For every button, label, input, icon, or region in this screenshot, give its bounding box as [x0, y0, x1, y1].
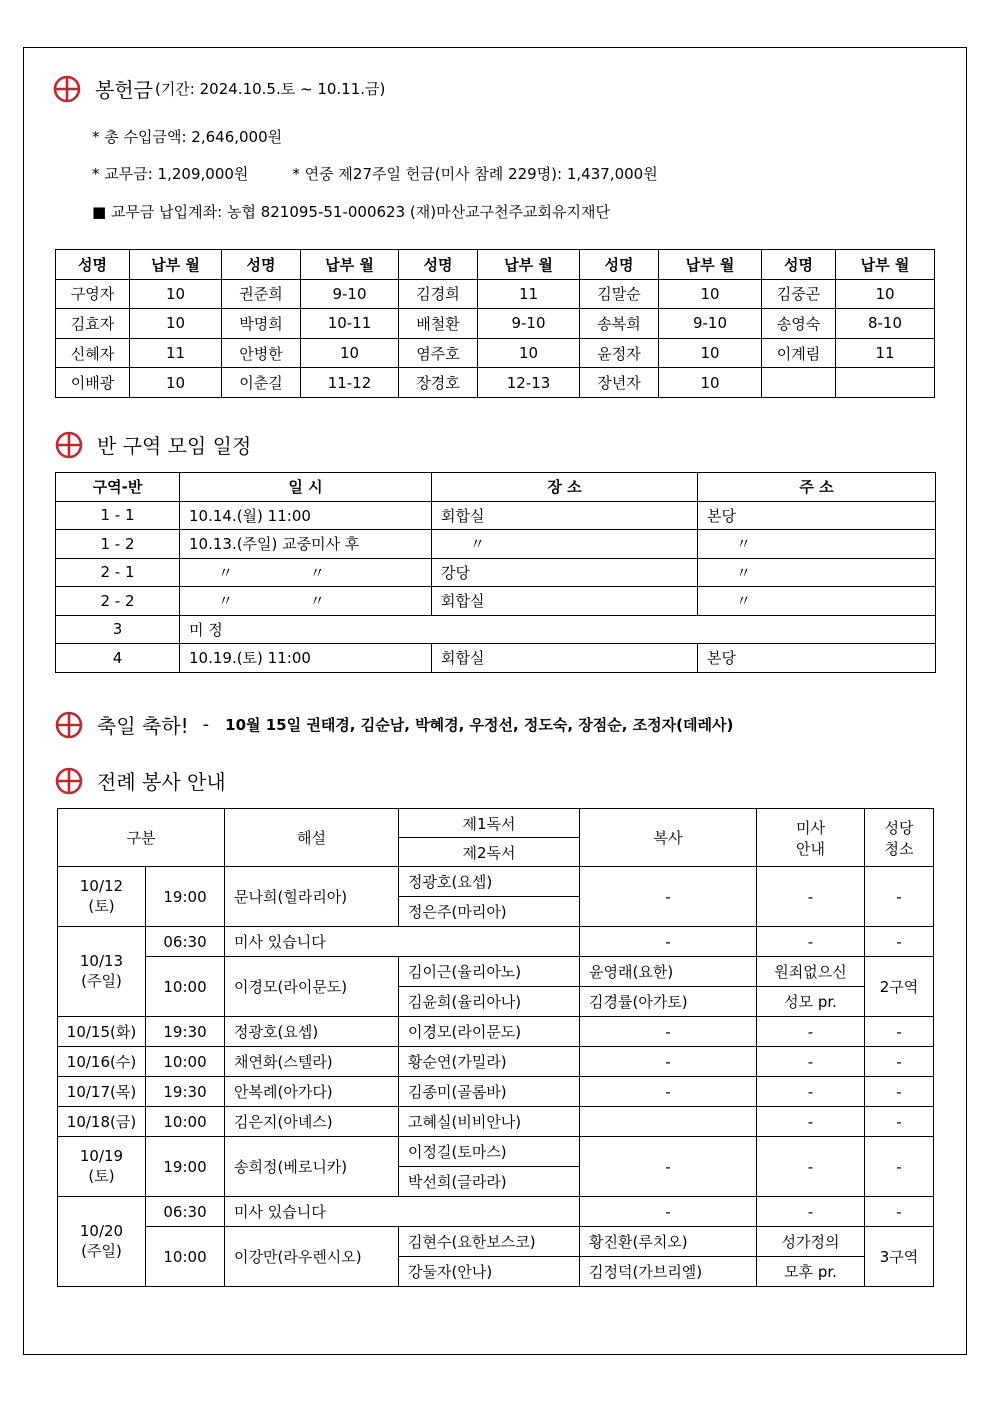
date-cell	[58, 1137, 146, 1197]
payment-month: 11	[836, 338, 935, 368]
cleaning-cell: -	[865, 1197, 934, 1227]
date-label: 10/20	[79, 1222, 124, 1240]
time-cell: 19:00	[146, 867, 225, 927]
mass-guide-cell: -	[757, 1137, 865, 1197]
cleaning-cell: 2구역	[865, 957, 934, 1017]
meeting-address: 〃	[698, 587, 936, 616]
payment-month: 9-10	[659, 309, 762, 339]
meeting-datetime: 〃 〃	[180, 587, 432, 616]
time-cell: 06:30	[146, 1197, 225, 1227]
payer-name: 권준희	[222, 279, 301, 309]
feast-heading	[55, 710, 733, 739]
time-cell: 10:00	[146, 957, 225, 1017]
header-name: 성명	[56, 250, 130, 280]
payer-name: 이춘길	[222, 368, 301, 398]
reading-cell: 황순연(가밀라)	[399, 1047, 580, 1077]
cleaning-cell: -	[865, 1077, 934, 1107]
mass-guide-cell: -	[757, 1077, 865, 1107]
payment-month: 10	[659, 368, 762, 398]
payer-name: 김경희	[399, 279, 478, 309]
offering-title: 봉헌금	[95, 78, 153, 102]
reading2-cell: 김윤희(율리아나)	[399, 987, 580, 1017]
table-row	[58, 1077, 934, 1107]
table-row	[56, 279, 935, 309]
header-month: 납부 월	[659, 250, 762, 280]
cleaning-cell: -	[865, 1017, 934, 1047]
feast-names: 10월 15일 권태경, 김순남, 박혜경, 우정선, 정도숙, 장점순, 조정자(데레사)	[225, 716, 734, 734]
date-cell: 10/18(금)	[58, 1107, 146, 1137]
payment-month: 11-12	[301, 368, 399, 398]
mass-guide-cell: 원죄없으신	[757, 957, 865, 987]
note-cell: 미사 있습니다	[225, 1197, 580, 1227]
meeting-group: 3	[56, 615, 180, 644]
meeting-datetime: 10.19.(토) 11:00	[180, 644, 432, 673]
payment-month: 11	[130, 338, 222, 368]
cleaning-cell: -	[865, 1137, 934, 1197]
meeting-group: 1 - 2	[56, 530, 180, 559]
payment-table	[55, 249, 935, 398]
commentary-cell: 정광호(요셉)	[225, 1017, 399, 1047]
server-cell: 김정덕(가브리엘)	[580, 1257, 757, 1287]
meeting-place: 회합실	[432, 501, 698, 530]
offering-heading	[53, 74, 385, 103]
header-group: 구역-반	[56, 473, 180, 502]
table-row	[58, 1227, 934, 1257]
feast-title: 축일 축하!	[97, 714, 189, 738]
payment-month: 10	[659, 279, 762, 309]
payment-month: 10	[130, 279, 222, 309]
time-cell: 06:30	[146, 927, 225, 957]
header-month: 납부 월	[836, 250, 935, 280]
server-cell: -	[580, 1017, 757, 1047]
meeting-table	[55, 472, 936, 673]
mass-guide-cell: -	[757, 1107, 865, 1137]
date-cell: 10/15(화)	[58, 1017, 146, 1047]
meeting-group: 4	[56, 644, 180, 673]
payment-month: 12-13	[478, 368, 580, 398]
table-row	[58, 1197, 934, 1227]
header-commentary: 해설	[225, 809, 399, 867]
payer-name: 신혜자	[56, 338, 130, 368]
header-cleaning	[865, 809, 934, 867]
header-cleaning-line2: 청소	[884, 839, 914, 858]
time-cell: 19:30	[146, 1017, 225, 1047]
reading2-cell: 박선희(글라라)	[399, 1167, 580, 1197]
meeting-address: 〃	[698, 530, 936, 559]
server-cell: -	[580, 1197, 757, 1227]
table-header-row	[58, 809, 934, 838]
meeting-datetime: 10.14.(월) 11:00	[180, 501, 432, 530]
payer-name: 이배광	[56, 368, 130, 398]
time-cell: 19:30	[146, 1077, 225, 1107]
date-label: 10/13	[79, 952, 124, 970]
date-cell: 10/17(목)	[58, 1077, 146, 1107]
payment-month: 8-10	[836, 309, 935, 339]
server-cell: -	[580, 927, 757, 957]
header-cleaning-line1: 성당	[884, 818, 914, 837]
commentary-cell: 송희정(베로니카)	[225, 1137, 399, 1197]
payer-name: 송영숙	[762, 309, 836, 339]
table-row	[58, 1107, 934, 1137]
reading-cell: 이경모(라이문도)	[399, 1017, 580, 1047]
payment-month: 10	[301, 338, 399, 368]
header-reading2: 제2독서	[399, 838, 580, 867]
header-mass-guide-line2: 안내	[796, 839, 825, 858]
table-row	[56, 530, 936, 559]
day-label: (주일)	[81, 1242, 122, 1260]
offering-amounts	[92, 163, 658, 184]
mass-guide-cell: -	[757, 927, 865, 957]
payer-name: 김효자	[56, 309, 130, 339]
server-cell: -	[580, 1047, 757, 1077]
payer-name: 송복희	[580, 309, 659, 339]
reading-cell: 고혜실(비비안나)	[399, 1107, 580, 1137]
table-row	[58, 1047, 934, 1077]
day-label: (주일)	[81, 972, 122, 990]
table-row	[56, 558, 936, 587]
reading2-cell: 강둘자(안나)	[399, 1257, 580, 1287]
mass-guide-cell: 모후 pr.	[757, 1257, 865, 1287]
cross-circle-icon	[55, 711, 83, 739]
payment-month: 10-11	[301, 309, 399, 339]
table-row	[58, 1137, 934, 1167]
meeting-place: 회합실	[432, 587, 698, 616]
day-label: (토)	[88, 1167, 115, 1185]
cross-circle-icon	[55, 767, 83, 795]
cross-circle-icon	[55, 431, 83, 459]
payer-name: 이계림	[762, 338, 836, 368]
mass-guide-cell: -	[757, 867, 865, 927]
payment-month	[836, 368, 935, 398]
table-row	[56, 368, 935, 398]
payment-month: 10	[836, 279, 935, 309]
meeting-datetime: 미 정	[180, 615, 936, 644]
mass-guide-cell: 성모 pr.	[757, 987, 865, 1017]
reading-cell: 김종미(골롬바)	[399, 1077, 580, 1107]
payment-month: 9-10	[478, 309, 580, 339]
offering-weekly: * 연중 제27주일 헌금(미사 참례 229명): 1,437,000원	[292, 165, 658, 183]
commentary-cell: 이경모(라이문도)	[225, 957, 399, 1017]
liturgy-table	[57, 808, 934, 1287]
date-cell	[58, 927, 146, 1017]
mass-guide-cell: -	[757, 1017, 865, 1047]
note-cell: 미사 있습니다	[225, 927, 580, 957]
meeting-address: 〃	[698, 558, 936, 587]
header-address: 주 소	[698, 473, 936, 502]
date-label: 10/12	[79, 877, 124, 895]
table-row	[56, 644, 936, 673]
payer-name: 안병한	[222, 338, 301, 368]
payer-name: 윤정자	[580, 338, 659, 368]
header-reading1: 제1독서	[399, 809, 580, 838]
reading1-cell: 김현수(요한보스코)	[399, 1227, 580, 1257]
server-cell: 김경률(아가토)	[580, 987, 757, 1017]
day-label: (토)	[88, 897, 115, 915]
commentary-cell: 문나희(힐라리아)	[225, 867, 399, 927]
liturgy-heading	[55, 766, 226, 795]
date-label: 10/19	[79, 1147, 124, 1165]
mass-guide-cell: -	[757, 1197, 865, 1227]
payer-name: 김중곤	[762, 279, 836, 309]
payment-month: 10	[130, 368, 222, 398]
payer-name: 김말순	[580, 279, 659, 309]
cleaning-cell: -	[865, 1107, 934, 1137]
table-row	[56, 501, 936, 530]
offering-account: ■ 교무금 납입계좌: 농협 821095-51-000623 (재)마산교구천주교회유지재단	[92, 203, 610, 221]
table-row	[58, 957, 934, 987]
meeting-datetime: 10.13.(주일) 교중미사 후	[180, 530, 432, 559]
server-cell: -	[580, 1077, 757, 1107]
mass-guide-cell: -	[757, 1047, 865, 1077]
time-cell: 10:00	[146, 1047, 225, 1077]
header-category: 구분	[58, 809, 225, 867]
date-cell	[58, 867, 146, 927]
server-cell	[580, 1107, 757, 1137]
header-month: 납부 월	[478, 250, 580, 280]
commentary-cell: 채연화(스텔라)	[225, 1047, 399, 1077]
meeting-datetime: 〃 〃	[180, 558, 432, 587]
meeting-group: 2 - 2	[56, 587, 180, 616]
feast-dash: -	[202, 714, 210, 735]
offering-diocese: * 교무금: 1,209,000원	[92, 165, 249, 183]
header-name: 성명	[399, 250, 478, 280]
reading1-cell: 이정길(토마스)	[399, 1137, 580, 1167]
payer-name: 박명희	[222, 309, 301, 339]
server-cell: 윤영래(요한)	[580, 957, 757, 987]
table-row	[56, 587, 936, 616]
payer-name: 장년자	[580, 368, 659, 398]
reading1-cell: 정광호(요셉)	[399, 867, 580, 897]
payer-name: 배철환	[399, 309, 478, 339]
offering-total: * 총 수입금액: 2,646,000원	[92, 128, 283, 146]
commentary-cell: 김은지(아녜스)	[225, 1107, 399, 1137]
meetings-heading	[55, 430, 251, 459]
table-row	[56, 338, 935, 368]
header-name: 성명	[222, 250, 301, 280]
meeting-group: 1 - 1	[56, 501, 180, 530]
payment-month: 10	[659, 338, 762, 368]
server-cell: 황진환(루치오)	[580, 1227, 757, 1257]
time-cell: 10:00	[146, 1227, 225, 1287]
header-place: 장 소	[432, 473, 698, 502]
commentary-cell: 이강만(라우렌시오)	[225, 1227, 399, 1287]
payer-name	[762, 368, 836, 398]
header-name: 성명	[762, 250, 836, 280]
offering-period: (기간: 2024.10.5.토 ~ 10.11.금)	[154, 80, 386, 98]
table-row	[56, 309, 935, 339]
cleaning-cell: -	[865, 867, 934, 927]
server-cell: -	[580, 867, 757, 927]
time-cell: 10:00	[146, 1107, 225, 1137]
header-mass-guide	[757, 809, 865, 867]
cross-circle-icon	[53, 75, 81, 103]
header-mass-guide-line1: 미사	[796, 818, 825, 837]
payment-month: 10	[478, 338, 580, 368]
cleaning-cell: 3구역	[865, 1227, 934, 1287]
payment-month: 11	[478, 279, 580, 309]
meeting-address: 본당	[698, 501, 936, 530]
meeting-place: 회합실	[432, 644, 698, 673]
table-header-row	[56, 250, 935, 280]
liturgy-title: 전례 봉사 안내	[97, 770, 226, 794]
date-cell: 10/16(수)	[58, 1047, 146, 1077]
header-month: 납부 월	[130, 250, 222, 280]
date-cell	[58, 1197, 146, 1287]
table-header-row	[56, 473, 936, 502]
table-row	[56, 615, 936, 644]
header-name: 성명	[580, 250, 659, 280]
reading1-cell: 김이근(율리아노)	[399, 957, 580, 987]
mass-guide-cell: 성가정의	[757, 1227, 865, 1257]
meetings-title: 반 구역 모임 일정	[97, 434, 252, 458]
table-row	[58, 1017, 934, 1047]
time-cell: 19:00	[146, 1137, 225, 1197]
meeting-address: 본당	[698, 644, 936, 673]
header-server: 복사	[580, 809, 757, 867]
payer-name: 장경호	[399, 368, 478, 398]
meeting-place: 강당	[432, 558, 698, 587]
header-datetime: 일 시	[180, 473, 432, 502]
payer-name: 염주호	[399, 338, 478, 368]
commentary-cell: 안복례(아가다)	[225, 1077, 399, 1107]
reading2-cell: 정은주(마리아)	[399, 897, 580, 927]
payer-name: 구영자	[56, 279, 130, 309]
meeting-place: 〃	[432, 530, 698, 559]
payment-month: 10	[130, 309, 222, 339]
header-month: 납부 월	[301, 250, 399, 280]
meeting-group: 2 - 1	[56, 558, 180, 587]
cleaning-cell: -	[865, 927, 934, 957]
server-cell: -	[580, 1137, 757, 1197]
cleaning-cell: -	[865, 1047, 934, 1077]
table-row	[58, 927, 934, 957]
payment-month: 9-10	[301, 279, 399, 309]
table-row	[58, 867, 934, 897]
